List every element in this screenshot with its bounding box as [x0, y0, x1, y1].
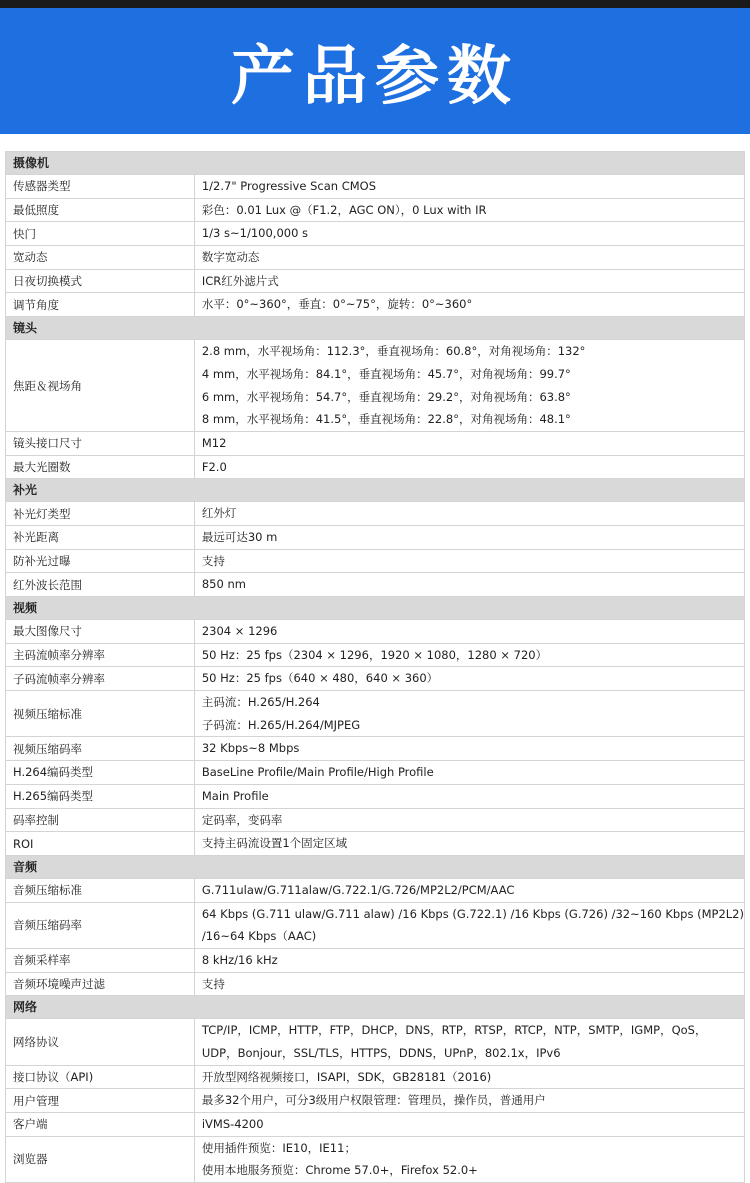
- spec-value: [194, 340, 744, 432]
- spec-label: 防补光过曝: [6, 549, 195, 573]
- spec-row: [6, 222, 745, 246]
- section-title: 网络: [6, 996, 745, 1019]
- spec-label: 红外波长范围: [6, 573, 195, 597]
- spec-value: [194, 808, 744, 832]
- spec-label: 最大光圈数: [6, 455, 195, 479]
- section-title: 音频: [6, 855, 745, 878]
- spec-value: [194, 573, 744, 597]
- spec-row: [6, 198, 745, 222]
- title-banner: [0, 8, 750, 134]
- spec-label: 音频压缩标准: [6, 878, 195, 902]
- spec-value-line: 50 Hz：25 fps（2304 × 1296，1920 × 1080，1280 × 720）: [201, 647, 548, 662]
- spec-value-line: 水平：0°~360°，垂直：0°~75°，旋转：0°~360°: [201, 297, 473, 312]
- spec-label: 补光灯类型: [6, 502, 195, 526]
- spec-row: [6, 246, 745, 270]
- spec-row: [6, 808, 745, 832]
- section-title: 镜头: [6, 317, 745, 340]
- spec-row: [6, 620, 745, 644]
- spec-value-line: 子码流：H.265/H.264/MJPEG: [201, 717, 361, 732]
- spec-row: [6, 878, 745, 902]
- spec-row: [6, 573, 745, 597]
- spec-label: 码率控制: [6, 808, 195, 832]
- spec-row: [6, 340, 745, 432]
- spec-value-line: 支持主码流设置1个固定区域: [201, 836, 348, 851]
- spec-value-line: 使用本地服务预览：Chrome 57.0+，Firefox 52.0+: [201, 1163, 478, 1178]
- spec-label: 镜头接口尺寸: [6, 431, 195, 455]
- spec-label: 用户管理: [6, 1089, 195, 1113]
- spec-value: [194, 761, 744, 785]
- spec-value: [194, 784, 744, 808]
- spec-label: 音频环境噪声过滤: [6, 972, 195, 996]
- spec-value-line: BaseLine Profile/Main Profile/High Profile: [201, 765, 434, 780]
- spec-row: [6, 525, 745, 549]
- spec-value-line: 支持: [201, 553, 225, 568]
- spec-row: [6, 643, 745, 667]
- spec-row: [6, 293, 745, 317]
- spec-value: [194, 431, 744, 455]
- spec-value: [194, 1019, 744, 1065]
- spec-value-line: 彩色：0.01 Lux @（F1.2，AGC ON），0 Lux with IR: [201, 202, 487, 217]
- spec-row: [6, 502, 745, 526]
- spec-row: [6, 667, 745, 691]
- spec-value-line: 4 mm，水平视场角：84.1°，垂直视场角：45.7°，对角视场角：99.7°: [201, 366, 571, 381]
- spec-label: 调节角度: [6, 293, 195, 317]
- spec-value-line: 开放型网络视频接口，ISAPI，SDK，GB28181（2016): [201, 1069, 492, 1084]
- spec-row: [6, 549, 745, 573]
- spec-row: [6, 691, 745, 737]
- section-header: [6, 597, 745, 620]
- section-title: 摄像机: [6, 152, 745, 175]
- top-dark-strip: [0, 0, 750, 8]
- spec-row: [6, 948, 745, 972]
- spec-row: [6, 737, 745, 761]
- section-header: [6, 855, 745, 878]
- section-header: [6, 152, 745, 175]
- spec-row: [6, 175, 745, 199]
- spec-value-line: 数字宽动态: [201, 250, 260, 265]
- spec-row: [6, 1136, 745, 1182]
- section-header: [6, 479, 745, 502]
- spec-value-line: Main Profile: [201, 788, 269, 803]
- spec-value-line: 1/2.7" Progressive Scan CMOS: [201, 179, 377, 193]
- spec-label: H.264编码类型: [6, 761, 195, 785]
- spec-value: [194, 293, 744, 317]
- spec-value-line: 8 mm，水平视场角：41.5°，垂直视场角：22.8°，对角视场角：48.1°: [201, 412, 571, 427]
- spec-value-line: 6 mm，水平视场角：54.7°，垂直视场角：29.2°，对角视场角：63.8°: [201, 389, 571, 404]
- spec-table: [5, 151, 745, 1183]
- spec-value-line: ICR红外滤片式: [201, 273, 279, 288]
- spec-label: 传感器类型: [6, 175, 195, 199]
- spec-value: [194, 269, 744, 293]
- spec-value-line: 最远可达30 m: [201, 529, 278, 544]
- spec-label: 接口协议（API): [6, 1065, 195, 1089]
- spec-label: 客户端: [6, 1113, 195, 1137]
- spec-label: 视频压缩码率: [6, 737, 195, 761]
- spec-value: [194, 525, 744, 549]
- spec-value-line: 2304 × 1296: [201, 624, 278, 638]
- spec-value: [194, 902, 744, 948]
- spec-label: 音频压缩码率: [6, 902, 195, 948]
- spec-value: [194, 737, 744, 761]
- spec-row: [6, 972, 745, 996]
- spec-value: [194, 502, 744, 526]
- spec-value-line: 32 Kbps~8 Mbps: [201, 741, 300, 756]
- spec-value: [194, 1113, 744, 1137]
- spec-label: 网络协议: [6, 1019, 195, 1065]
- spec-value: [194, 222, 744, 246]
- spec-value-line: 定码率，变码率: [201, 812, 283, 827]
- spec-value: [194, 667, 744, 691]
- spec-value: [194, 972, 744, 996]
- spec-label: 主码流帧率分辨率: [6, 643, 195, 667]
- section-title: 补光: [6, 479, 745, 502]
- spec-row: [6, 1089, 745, 1113]
- spec-value: [194, 832, 744, 856]
- spec-value: [194, 691, 744, 737]
- section-header: [6, 317, 745, 340]
- spec-row: [6, 431, 745, 455]
- page-title: 产品参数: [231, 40, 519, 114]
- spec-row: [6, 902, 745, 948]
- spec-row: [6, 832, 745, 856]
- spec-row: [6, 1113, 745, 1137]
- spec-label: 音频采样率: [6, 948, 195, 972]
- spec-value-line: 850 nm: [201, 577, 246, 592]
- spec-label: 快门: [6, 222, 195, 246]
- section-header: [6, 996, 745, 1019]
- spec-value-line: M12: [201, 435, 227, 450]
- spec-value: [194, 549, 744, 573]
- spec-label: 焦距＆视场角: [6, 340, 195, 432]
- spec-value: [194, 643, 744, 667]
- spec-value-line: 支持: [201, 976, 225, 991]
- spec-value: [194, 175, 744, 199]
- spec-label: 日夜切换模式: [6, 269, 195, 293]
- spec-value-line: iVMS-4200: [201, 1117, 264, 1132]
- spec-label: 宽动态: [6, 246, 195, 270]
- spec-row: [6, 784, 745, 808]
- spec-value-line: 8 kHz/16 kHz: [201, 952, 278, 967]
- spec-row: [6, 269, 745, 293]
- spec-label: H.265编码类型: [6, 784, 195, 808]
- spec-value-line: 1/3 s~1/100,000 s: [201, 226, 309, 241]
- spec-value-line: 使用插件预览：IE10，IE11；: [201, 1140, 356, 1155]
- spec-row: [6, 1019, 745, 1065]
- spec-value: [194, 455, 744, 479]
- spec-value-line: 2.8 mm，水平视场角：112.3°，垂直视场角：60.8°，对角视场角：132°: [201, 344, 586, 359]
- section-title: 视频: [6, 597, 745, 620]
- spec-value-line: 主码流：H.265/H.264: [201, 695, 320, 710]
- spec-value-line: G.711ulaw/G.711alaw/G.722.1/G.726/MP2L2/PCM/AAC: [201, 882, 515, 897]
- spec-value: [194, 246, 744, 270]
- spec-value: [194, 1136, 744, 1182]
- spec-value-line: 64 Kbps (G.711 ulaw/G.711 alaw) /16 Kbps (G.722.1) /16 Kbps (G.726) /32~160 Kbps (MP2L2): [201, 906, 744, 921]
- spec-label: ROI: [6, 832, 195, 856]
- spec-value-line: 最多32个用户，可分3级用户权限管理：管理员，操作员，普通用户: [201, 1093, 546, 1108]
- spec-value: [194, 878, 744, 902]
- spec-value-line: TCP/IP，ICMP，HTTP，FTP，DHCP，DNS，RTP，RTSP，RTCP，NTP，SMTP，IGMP，QoS，: [201, 1023, 707, 1038]
- spec-value: [194, 620, 744, 644]
- spec-row: [6, 455, 745, 479]
- spec-row: [6, 761, 745, 785]
- spec-label: 补光距离: [6, 525, 195, 549]
- spec-label: 最大图像尺寸: [6, 620, 195, 644]
- spec-value-line: 红外灯: [201, 506, 237, 521]
- spec-label: 子码流帧率分辨率: [6, 667, 195, 691]
- spec-value: [194, 1089, 744, 1113]
- spec-row: [6, 1065, 745, 1089]
- spec-value-line: UDP，Bonjour，SSL/TLS，HTTPS，DDNS，UPnP，802.1x，IPv6: [201, 1046, 561, 1060]
- spec-value: [194, 198, 744, 222]
- spec-value: [194, 1065, 744, 1089]
- spec-value-line: /16~64 Kbps（AAC): [201, 929, 317, 944]
- spec-label: 浏览器: [6, 1136, 195, 1182]
- spec-value: [194, 948, 744, 972]
- spec-label: 视频压缩标准: [6, 691, 195, 737]
- spec-value-line: F2.0: [201, 459, 227, 474]
- spec-value-line: 50 Hz：25 fps（640 × 480，640 × 360）: [201, 671, 439, 686]
- spec-label: 最低照度: [6, 198, 195, 222]
